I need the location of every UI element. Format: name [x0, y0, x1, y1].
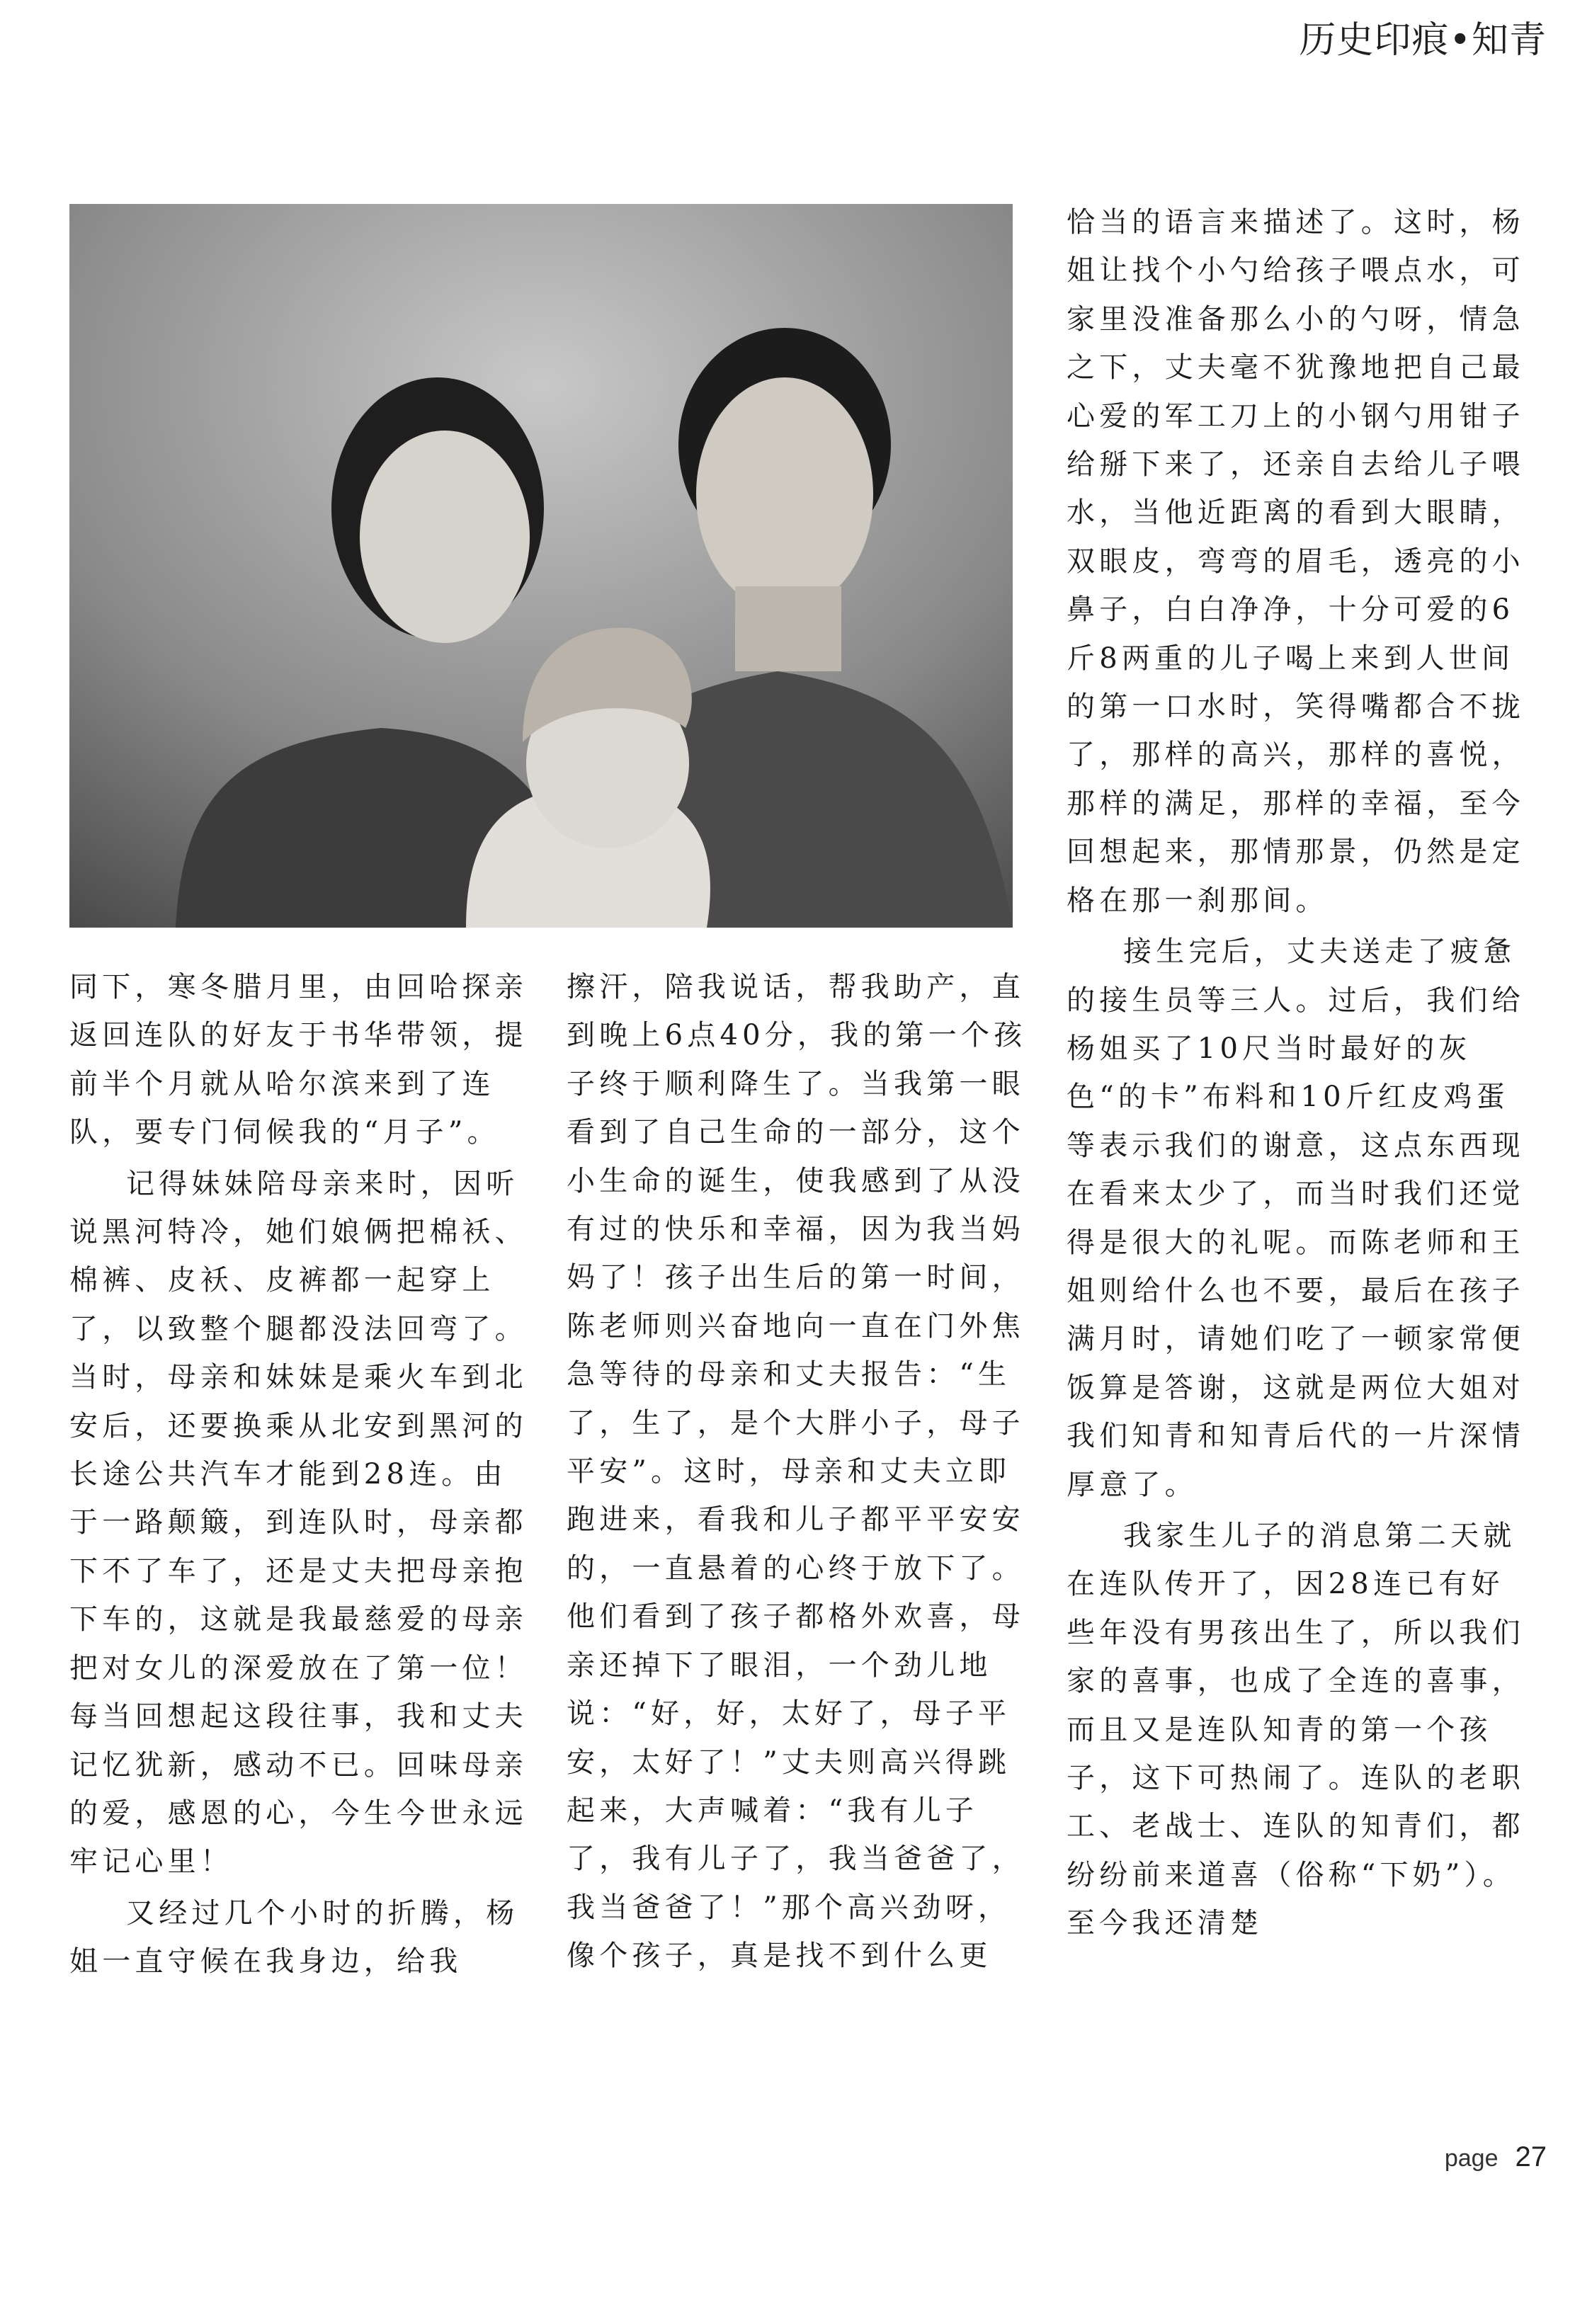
paragraph: 擦汗，陪我说话，帮我助产，直到晚上6点40分，我的第一个孩子终于顺利降生了。当我第一眼看到了自己生命的一部分，这个小生命的诞生，使我感到了从没有过的快乐和幸福，因为我当妈妈了！孩子出生后的第一时间，陈老师则兴奋地向一直在门外焦急等待的母亲和丈夫报告：“生了，生了，是个大胖小子，母子平安”。这时，母亲和丈夫立即跑进来，看我和儿子都平平安安的，一直悬着的心终于放下了。他们看到了孩子都格外欢喜，母亲还掉下了眼泪，一个劲儿地说：“好，好，太好了，母子平安，太好了！”丈夫则高兴得跳起来，大声喊着：“我有儿子了，我有儿子了，我当爸爸了，我当爸爸了！”那个高兴劲呀，像个孩子，真是找不到什么更 — [567, 971, 1027, 1973]
paragraph: 我家生儿子的消息第二天就在连队传开了，因28连已有好些年没有男孩出生了，所以我们家的喜事，也成了全连的喜事，而且又是连队知青的第一个孩子，这下可热闹了。连队的老职工、老战士、连队的知青们，都纷纷前来道喜（俗称“下奶”）。至今我还清楚 — [1067, 1519, 1525, 1940]
paragraph: 接生完后，丈夫送走了疲惫的接生员等三人。过后，我们给杨姐买了10尺当时最好的灰色“的卡”布料和10斤红皮鸡蛋等表示我们的谢意，这点东西现在看来太少了，而当时我们还觉得是很大的礼呢。而陈老师和王姐则给什么也不要，最后在孩子满月时，请她们吃了一顿家常便饭算是答谢，这就是两位大姐对我们知青和知青后代的一片深情厚意了。 — [1067, 935, 1525, 1501]
text-column-1 — [69, 963, 530, 1989]
paragraph: 同下，寒冬腊月里，由回哈探亲返回连队的好友于书华带领，提前半个月就从哈尔滨来到了连队，要专门伺候我的“月子”。 — [69, 971, 528, 1149]
page-number: 27 — [1515, 2141, 1547, 2172]
section-header: 历史印痕•知青 — [1299, 19, 1547, 62]
family-photo-image — [69, 204, 1013, 928]
text-column-3 — [1067, 198, 1528, 1951]
text-column-2 — [567, 963, 1027, 1983]
family-photo — [69, 204, 1013, 928]
paragraph: 又经过几个小时的折腾，杨姐一直守候在我身边，给我 — [69, 1896, 519, 1978]
page-label: page — [1444, 2145, 1499, 2172]
paragraph: 记得妹妹陪母亲来时，因听说黑河特冷，她们娘俩把棉袄、棉裤、皮袄、皮裤都一起穿上了，以致整个腿都没法回弯了。当时，母亲和妹妹是乘火车到北安后，还要换乘从北安到黑河的长途公共汽车才能到28连。由于一路颠簸，到连队时，母亲都下不了车了，还是丈夫把母亲抱下车的，这就是我最慈爱的母亲把对女儿的深爱放在了第一位！每当回想起这段往事，我和丈夫记忆犹新，感动不已。回味母亲的爱，感恩的心，今生今世永远牢记心里！ — [69, 1167, 528, 1879]
paragraph: 恰当的语言来描述了。这时，杨姐让找个小勺给孩子喂点水，可家里没准备那么小的勺呀，情急之下，丈夫毫不犹豫地把自己最心爱的军工刀上的小钢勺用钳子给掰下来了，还亲自去给儿子喂水，当他近距离的看到大眼睛，双眼皮，弯弯的眉毛，透亮的小鼻子，白白净净，十分可爱的6斤8两重的儿子喝上来到人世间的第一口水时，笑得嘴都合不拢了，那样的高兴，那样的喜悦，那样的满足，那样的幸福，至今回想起来，那情那景，仍然是定格在那一刹那间。 — [1067, 206, 1525, 917]
page-footer — [1445, 2141, 1547, 2173]
